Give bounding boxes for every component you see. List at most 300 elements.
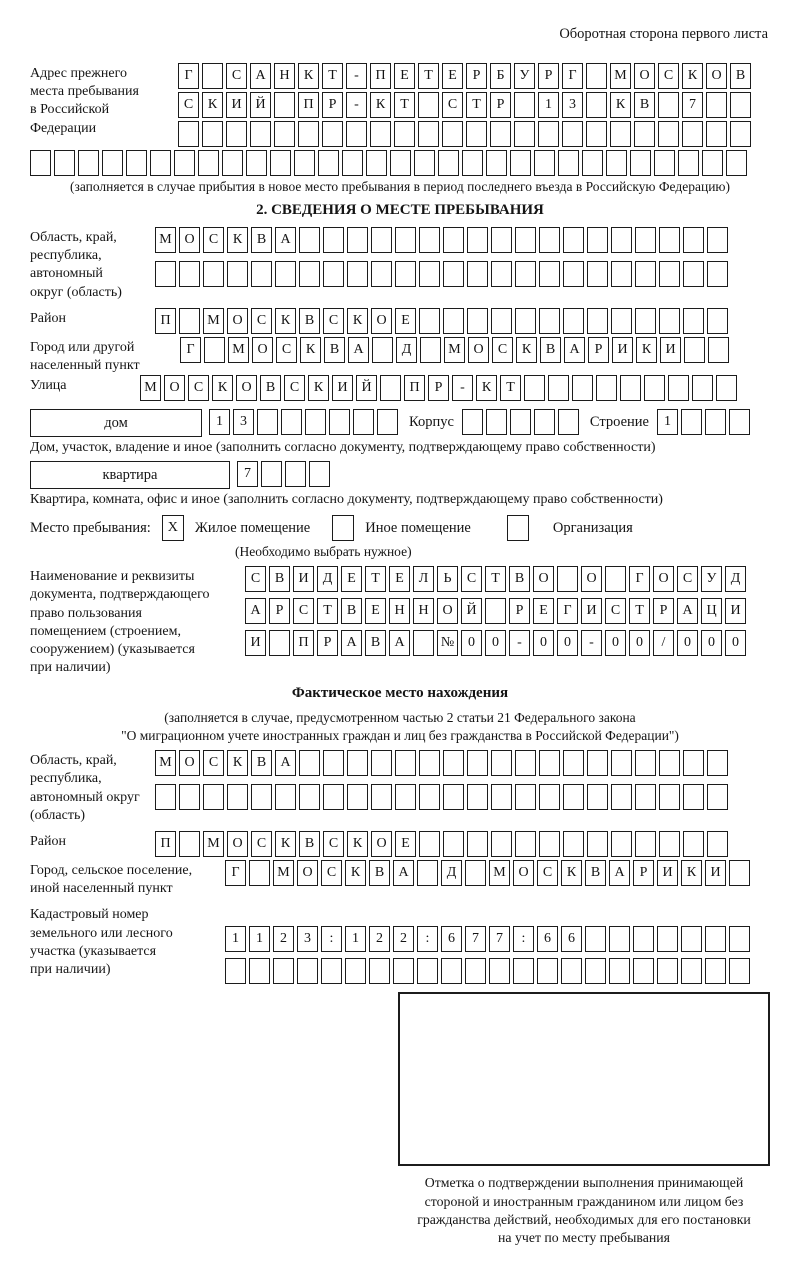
char-box[interactable] xyxy=(729,409,750,435)
char-box[interactable] xyxy=(515,750,536,776)
char-box[interactable] xyxy=(702,150,723,176)
char-box[interactable]: К xyxy=(347,308,368,334)
char-box[interactable]: С xyxy=(251,308,272,334)
char-box[interactable]: О xyxy=(164,375,185,401)
char-box[interactable]: В xyxy=(269,566,290,592)
char-box[interactable]: В xyxy=(365,630,386,656)
char-box[interactable] xyxy=(537,958,558,984)
char-box[interactable]: А xyxy=(275,750,296,776)
char-box[interactable] xyxy=(395,750,416,776)
char-box[interactable] xyxy=(635,784,656,810)
char-box[interactable]: С xyxy=(605,598,626,624)
char-box[interactable] xyxy=(299,750,320,776)
char-box[interactable] xyxy=(539,784,560,810)
char-box[interactable]: Т xyxy=(629,598,650,624)
char-box[interactable] xyxy=(393,958,414,984)
char-box[interactable]: С xyxy=(276,337,297,363)
char-box[interactable]: Р xyxy=(538,63,559,89)
char-box[interactable] xyxy=(563,308,584,334)
char-box[interactable] xyxy=(659,750,680,776)
char-box[interactable] xyxy=(659,261,680,287)
char-box[interactable]: Р xyxy=(428,375,449,401)
char-box[interactable] xyxy=(441,958,462,984)
char-box[interactable]: Е xyxy=(341,566,362,592)
char-box[interactable]: К xyxy=(681,860,702,886)
char-box[interactable]: 0 xyxy=(557,630,578,656)
char-box[interactable] xyxy=(510,409,531,435)
char-box[interactable] xyxy=(462,150,483,176)
char-box[interactable] xyxy=(658,121,679,147)
char-box[interactable]: : xyxy=(321,926,342,952)
char-box[interactable]: П xyxy=(155,831,176,857)
char-box[interactable] xyxy=(585,926,606,952)
char-box[interactable]: С xyxy=(284,375,305,401)
char-box[interactable] xyxy=(371,784,392,810)
char-box[interactable]: 6 xyxy=(441,926,462,952)
char-box[interactable] xyxy=(347,261,368,287)
char-box[interactable]: Д xyxy=(725,566,746,592)
char-box[interactable]: О xyxy=(437,598,458,624)
char-box[interactable]: В xyxy=(251,750,272,776)
char-box[interactable]: М xyxy=(444,337,465,363)
char-box[interactable] xyxy=(707,784,728,810)
char-box[interactable] xyxy=(659,831,680,857)
char-box[interactable] xyxy=(486,150,507,176)
char-box[interactable] xyxy=(174,150,195,176)
char-box[interactable] xyxy=(659,227,680,253)
char-box[interactable] xyxy=(611,750,632,776)
char-box[interactable]: К xyxy=(345,860,366,886)
char-box[interactable]: 7 xyxy=(489,926,510,952)
char-box[interactable]: Д xyxy=(441,860,462,886)
char-box[interactable] xyxy=(587,261,608,287)
char-box[interactable]: М xyxy=(203,308,224,334)
char-box[interactable]: Р xyxy=(466,63,487,89)
char-box[interactable]: 3 xyxy=(233,409,254,435)
char-box[interactable]: - xyxy=(346,92,367,118)
char-box[interactable] xyxy=(587,308,608,334)
char-box[interactable]: П xyxy=(298,92,319,118)
char-box[interactable]: О xyxy=(179,227,200,253)
char-box[interactable] xyxy=(683,227,704,253)
char-box[interactable] xyxy=(572,375,593,401)
char-box[interactable]: М xyxy=(203,831,224,857)
char-box[interactable] xyxy=(257,409,278,435)
char-box[interactable] xyxy=(635,831,656,857)
char-box[interactable] xyxy=(443,261,464,287)
char-box[interactable] xyxy=(417,958,438,984)
char-box[interactable]: 1 xyxy=(225,926,246,952)
char-box[interactable]: 7 xyxy=(237,461,258,487)
char-box[interactable]: Д xyxy=(317,566,338,592)
char-box[interactable] xyxy=(322,121,343,147)
char-box[interactable] xyxy=(371,227,392,253)
char-box[interactable] xyxy=(222,150,243,176)
char-box[interactable] xyxy=(323,750,344,776)
char-box[interactable] xyxy=(586,121,607,147)
char-box[interactable]: М xyxy=(610,63,631,89)
char-box[interactable] xyxy=(684,337,705,363)
char-box[interactable] xyxy=(706,92,727,118)
char-box[interactable] xyxy=(705,926,726,952)
char-box[interactable]: 0 xyxy=(701,630,722,656)
char-box[interactable] xyxy=(347,784,368,810)
char-box[interactable]: К xyxy=(298,63,319,89)
char-box[interactable]: С xyxy=(442,92,463,118)
char-box[interactable] xyxy=(321,958,342,984)
char-box[interactable] xyxy=(443,831,464,857)
char-box[interactable]: В xyxy=(730,63,751,89)
char-box[interactable]: Й xyxy=(461,598,482,624)
char-box[interactable] xyxy=(353,409,374,435)
char-box[interactable] xyxy=(633,958,654,984)
char-box[interactable]: Е xyxy=(394,63,415,89)
char-box[interactable]: К xyxy=(202,92,223,118)
char-box[interactable] xyxy=(249,860,270,886)
char-box[interactable]: С xyxy=(293,598,314,624)
char-box[interactable]: И xyxy=(657,860,678,886)
char-box[interactable] xyxy=(419,227,440,253)
char-box[interactable]: Б xyxy=(490,63,511,89)
char-box[interactable]: Г xyxy=(180,337,201,363)
char-box[interactable]: М xyxy=(489,860,510,886)
char-box[interactable]: К xyxy=(300,337,321,363)
char-box[interactable]: Е xyxy=(365,598,386,624)
char-box[interactable] xyxy=(485,598,506,624)
char-box[interactable]: Т xyxy=(317,598,338,624)
char-box[interactable] xyxy=(611,227,632,253)
char-box[interactable] xyxy=(225,958,246,984)
char-box[interactable] xyxy=(299,227,320,253)
char-box[interactable] xyxy=(347,227,368,253)
char-box[interactable]: К xyxy=(227,227,248,253)
char-box[interactable]: В xyxy=(324,337,345,363)
char-box[interactable] xyxy=(682,121,703,147)
char-box[interactable] xyxy=(298,121,319,147)
char-box[interactable] xyxy=(620,375,641,401)
char-box[interactable] xyxy=(657,926,678,952)
char-box[interactable]: С xyxy=(461,566,482,592)
char-box[interactable] xyxy=(659,784,680,810)
char-box[interactable]: Ц xyxy=(701,598,722,624)
char-box[interactable] xyxy=(329,409,350,435)
char-box[interactable] xyxy=(438,150,459,176)
char-box[interactable]: Е xyxy=(533,598,554,624)
char-box[interactable]: С xyxy=(492,337,513,363)
char-box[interactable] xyxy=(489,958,510,984)
char-box[interactable]: Р xyxy=(490,92,511,118)
char-box[interactable]: Т xyxy=(485,566,506,592)
char-box[interactable] xyxy=(345,958,366,984)
char-box[interactable]: П xyxy=(370,63,391,89)
char-box[interactable]: Е xyxy=(395,308,416,334)
char-box[interactable]: 7 xyxy=(682,92,703,118)
char-box[interactable]: В xyxy=(251,227,272,253)
char-box[interactable]: О xyxy=(653,566,674,592)
char-box[interactable] xyxy=(466,121,487,147)
char-box[interactable]: 0 xyxy=(533,630,554,656)
char-box[interactable]: 6 xyxy=(537,926,558,952)
char-box[interactable] xyxy=(561,958,582,984)
char-box[interactable] xyxy=(513,958,534,984)
char-box[interactable]: № xyxy=(437,630,458,656)
char-box[interactable] xyxy=(707,227,728,253)
char-box[interactable]: И xyxy=(612,337,633,363)
char-box[interactable] xyxy=(644,375,665,401)
char-box[interactable]: С xyxy=(251,831,272,857)
char-box[interactable] xyxy=(729,958,750,984)
char-box[interactable] xyxy=(467,227,488,253)
char-box[interactable] xyxy=(414,150,435,176)
char-box[interactable] xyxy=(681,958,702,984)
char-box[interactable] xyxy=(203,784,224,810)
char-box[interactable] xyxy=(305,409,326,435)
char-box[interactable] xyxy=(490,121,511,147)
char-box[interactable] xyxy=(558,150,579,176)
char-box[interactable]: С xyxy=(677,566,698,592)
char-box[interactable] xyxy=(371,261,392,287)
char-box[interactable] xyxy=(716,375,737,401)
char-box[interactable] xyxy=(563,227,584,253)
char-box[interactable] xyxy=(683,261,704,287)
char-box[interactable] xyxy=(630,150,651,176)
char-box[interactable] xyxy=(563,261,584,287)
char-box[interactable] xyxy=(155,784,176,810)
char-box[interactable] xyxy=(563,784,584,810)
char-box[interactable]: К xyxy=(516,337,537,363)
char-box[interactable]: / xyxy=(653,630,674,656)
char-box[interactable] xyxy=(534,409,555,435)
char-box[interactable] xyxy=(563,750,584,776)
char-box[interactable] xyxy=(269,630,290,656)
char-box[interactable]: - xyxy=(452,375,473,401)
char-box[interactable] xyxy=(30,150,51,176)
char-box[interactable] xyxy=(515,784,536,810)
char-box[interactable] xyxy=(250,121,271,147)
char-box[interactable] xyxy=(369,958,390,984)
char-box[interactable] xyxy=(582,150,603,176)
char-box[interactable]: К xyxy=(561,860,582,886)
char-box[interactable]: 0 xyxy=(461,630,482,656)
char-box[interactable] xyxy=(420,337,441,363)
char-box[interactable] xyxy=(605,566,626,592)
char-box[interactable] xyxy=(467,831,488,857)
char-box[interactable]: В xyxy=(369,860,390,886)
char-box[interactable]: О xyxy=(513,860,534,886)
char-box[interactable]: 1 xyxy=(345,926,366,952)
char-box[interactable]: 0 xyxy=(485,630,506,656)
char-box[interactable] xyxy=(342,150,363,176)
char-box[interactable] xyxy=(657,958,678,984)
char-box[interactable] xyxy=(251,261,272,287)
char-box[interactable]: М xyxy=(273,860,294,886)
char-box[interactable]: К xyxy=(610,92,631,118)
char-box[interactable]: И xyxy=(226,92,247,118)
char-box[interactable] xyxy=(587,831,608,857)
char-box[interactable] xyxy=(102,150,123,176)
char-box[interactable] xyxy=(668,375,689,401)
char-box[interactable]: Н xyxy=(413,598,434,624)
char-box[interactable] xyxy=(467,750,488,776)
char-box[interactable] xyxy=(281,409,302,435)
char-box[interactable]: 1 xyxy=(209,409,230,435)
char-box[interactable] xyxy=(467,308,488,334)
char-box[interactable]: - xyxy=(346,63,367,89)
char-box[interactable] xyxy=(635,750,656,776)
char-box[interactable]: В xyxy=(509,566,530,592)
char-box[interactable]: Р xyxy=(653,598,674,624)
char-box[interactable]: П xyxy=(155,308,176,334)
char-box[interactable] xyxy=(609,958,630,984)
char-box[interactable] xyxy=(611,308,632,334)
char-box[interactable]: М xyxy=(140,375,161,401)
char-box[interactable]: Г xyxy=(557,598,578,624)
char-box[interactable] xyxy=(346,121,367,147)
char-box[interactable]: И xyxy=(581,598,602,624)
char-box[interactable] xyxy=(270,150,291,176)
apartment-type-box[interactable]: квартира xyxy=(30,461,230,489)
char-box[interactable]: К xyxy=(476,375,497,401)
char-box[interactable]: У xyxy=(701,566,722,592)
char-box[interactable] xyxy=(413,630,434,656)
char-box[interactable] xyxy=(78,150,99,176)
char-box[interactable] xyxy=(611,261,632,287)
char-box[interactable] xyxy=(394,121,415,147)
char-box[interactable] xyxy=(126,150,147,176)
char-box[interactable]: Р xyxy=(269,598,290,624)
char-box[interactable]: В xyxy=(299,831,320,857)
char-box[interactable] xyxy=(419,750,440,776)
char-box[interactable] xyxy=(515,308,536,334)
char-box[interactable] xyxy=(491,261,512,287)
char-box[interactable] xyxy=(730,92,751,118)
char-box[interactable]: О xyxy=(252,337,273,363)
char-box[interactable] xyxy=(539,308,560,334)
char-box[interactable] xyxy=(347,750,368,776)
char-box[interactable] xyxy=(534,150,555,176)
char-box[interactable] xyxy=(273,958,294,984)
char-box[interactable] xyxy=(274,92,295,118)
char-box[interactable]: А xyxy=(564,337,585,363)
char-box[interactable] xyxy=(442,121,463,147)
char-box[interactable]: А xyxy=(245,598,266,624)
char-box[interactable] xyxy=(539,831,560,857)
char-box[interactable] xyxy=(366,150,387,176)
char-box[interactable] xyxy=(150,150,171,176)
char-box[interactable]: О xyxy=(581,566,602,592)
char-box[interactable] xyxy=(585,958,606,984)
char-box[interactable] xyxy=(419,784,440,810)
char-box[interactable]: А xyxy=(609,860,630,886)
char-box[interactable] xyxy=(443,227,464,253)
char-box[interactable] xyxy=(323,227,344,253)
char-box[interactable]: С xyxy=(203,227,224,253)
char-box[interactable] xyxy=(318,150,339,176)
char-box[interactable]: Т xyxy=(394,92,415,118)
char-box[interactable] xyxy=(557,566,578,592)
char-box[interactable] xyxy=(683,831,704,857)
char-box[interactable]: 0 xyxy=(677,630,698,656)
char-box[interactable] xyxy=(202,121,223,147)
char-box[interactable]: Т xyxy=(322,63,343,89)
char-box[interactable]: В xyxy=(299,308,320,334)
char-box[interactable] xyxy=(586,63,607,89)
char-box[interactable] xyxy=(370,121,391,147)
char-box[interactable]: О xyxy=(179,750,200,776)
char-box[interactable]: В xyxy=(260,375,281,401)
char-box[interactable] xyxy=(635,227,656,253)
char-box[interactable]: И xyxy=(705,860,726,886)
char-box[interactable] xyxy=(683,784,704,810)
char-box[interactable] xyxy=(596,375,617,401)
char-box[interactable]: : xyxy=(417,926,438,952)
char-box[interactable]: Р xyxy=(317,630,338,656)
organization-checkbox[interactable] xyxy=(507,515,529,541)
char-box[interactable]: Д xyxy=(396,337,417,363)
char-box[interactable] xyxy=(729,926,750,952)
char-box[interactable] xyxy=(443,308,464,334)
char-box[interactable] xyxy=(524,375,545,401)
char-box[interactable]: Т xyxy=(466,92,487,118)
char-box[interactable]: О xyxy=(227,831,248,857)
char-box[interactable]: 3 xyxy=(562,92,583,118)
char-box[interactable] xyxy=(202,63,223,89)
char-box[interactable] xyxy=(707,261,728,287)
char-box[interactable]: О xyxy=(533,566,554,592)
char-box[interactable]: И xyxy=(725,598,746,624)
char-box[interactable] xyxy=(275,784,296,810)
char-box[interactable]: А xyxy=(348,337,369,363)
char-box[interactable]: 3 xyxy=(297,926,318,952)
char-box[interactable]: И xyxy=(332,375,353,401)
char-box[interactable] xyxy=(418,121,439,147)
char-box[interactable]: Й xyxy=(250,92,271,118)
char-box[interactable]: К xyxy=(227,750,248,776)
char-box[interactable]: Т xyxy=(500,375,521,401)
char-box[interactable] xyxy=(246,150,267,176)
char-box[interactable] xyxy=(491,784,512,810)
char-box[interactable] xyxy=(419,831,440,857)
char-box[interactable] xyxy=(467,784,488,810)
char-box[interactable] xyxy=(395,784,416,810)
char-box[interactable] xyxy=(707,750,728,776)
char-box[interactable] xyxy=(726,150,747,176)
char-box[interactable] xyxy=(418,92,439,118)
char-box[interactable] xyxy=(708,337,729,363)
char-box[interactable]: С xyxy=(178,92,199,118)
char-box[interactable] xyxy=(539,750,560,776)
char-box[interactable]: М xyxy=(155,227,176,253)
char-box[interactable] xyxy=(515,261,536,287)
char-box[interactable] xyxy=(611,784,632,810)
char-box[interactable] xyxy=(705,958,726,984)
char-box[interactable]: 7 xyxy=(465,926,486,952)
char-box[interactable]: С xyxy=(203,750,224,776)
char-box[interactable]: Е xyxy=(395,831,416,857)
char-box[interactable]: С xyxy=(323,831,344,857)
char-box[interactable]: И xyxy=(245,630,266,656)
other-premises-checkbox[interactable] xyxy=(332,515,354,541)
char-box[interactable]: Н xyxy=(389,598,410,624)
char-box[interactable] xyxy=(729,860,750,886)
char-box[interactable]: О xyxy=(371,308,392,334)
char-box[interactable]: 1 xyxy=(249,926,270,952)
char-box[interactable] xyxy=(419,261,440,287)
char-box[interactable] xyxy=(371,750,392,776)
char-box[interactable]: С xyxy=(323,308,344,334)
char-box[interactable]: О xyxy=(468,337,489,363)
char-box[interactable] xyxy=(659,308,680,334)
